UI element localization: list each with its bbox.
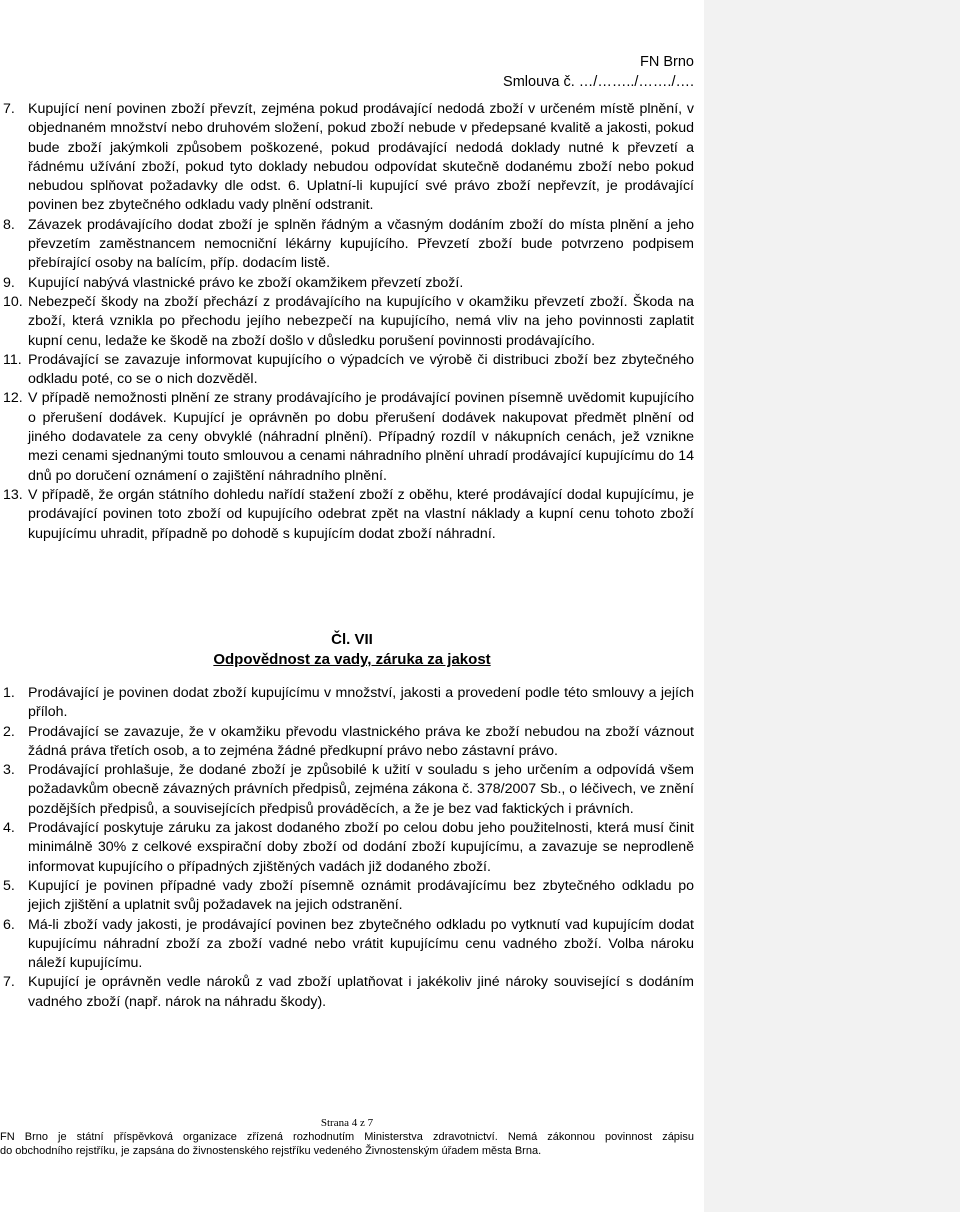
list-item [0, 973, 694, 1012]
list-item-number: 1. [3, 685, 15, 701]
comments-pane [704, 0, 960, 1212]
list-item-number: 6. [3, 916, 15, 933]
list-item-text: Prodávající se zavazuje informovat kupujícího o výpadcích ve výrobě či distribuci zboží bez zbytečného odkladu poté, co se o nich dozvěděl. [28, 351, 694, 388]
list-item-number: 10. [3, 293, 23, 310]
header-org: FN Brno [640, 54, 694, 70]
list-item-number: 12. [3, 390, 23, 407]
article-title: Odpovědnost za vady, záruka za jakost [213, 651, 491, 668]
list-item-text: Prodávající prohlašuje, že dodané zboží je způsobilé k užití v souladu s jeho určením a odpovídá všem požadavkům obecně závazných právních předpisů, zejména zákona č. 378/2007 Sb., o léčivech, ve znění pozdějších předpisů, a souvisejících předpisů prováděcích, a že je bez vad faktických i právních. [28, 762, 694, 817]
article-heading [0, 630, 704, 670]
list-item [0, 761, 694, 819]
list-item-number: 8. [3, 216, 15, 233]
list-item [0, 723, 694, 762]
list-item-number: 7. [3, 974, 15, 991]
list-item-number: 11. [3, 351, 22, 368]
list-item [0, 916, 694, 974]
page-footer [0, 1116, 694, 1158]
numbered-list-section-b [0, 684, 694, 1012]
list-item-number: 9. [3, 274, 15, 291]
list-item-text: Kupující nabývá vlastnické právo ke zboží okamžikem převzetí zboží. [28, 274, 464, 291]
list-item [0, 274, 694, 293]
footer-legal-line-1: FN Brno je státní příspěvková organizace zřízená rozhodnutím Ministerstva zdravotnictví. Nemá zákonnou povinnost zápisu [0, 1131, 694, 1143]
list-item-text: Nebezpečí škody na zboží přechází z prodávajícího na kupujícího v okamžiku převzetí zboží. Škoda na zboží, která vznikla po přechodu jejího nebezpečí na kupujícího, nemá vliv na jeho povinnosti zaplatit kupní cenu, ledaže ke škodě na zboží došlo v důsledku porušení povinnosti prodávajícího. [28, 293, 694, 349]
list-item [0, 293, 694, 351]
list-item-text: Prodávající je povinen dodat zboží kupujícímu v množství, jakosti a provedení podle této smlouvy a jejích příloh. [28, 685, 694, 721]
list-item-text: V případě nemožnosti plnění ze strany prodávajícího je prodávající povinen písemně uvědomit kupujícího o přerušení dodávek. Kupující je oprávněn po dobu přerušení dodávek nakupovat předmět plnění od jiného dodavatele za ceny obvyklé (náhradní plnění). Případný rozdíl v nákupních cenách, jež vznikne mezi cenami sjednanými touto smlouvou a cenami náhradního plnění uhradí prodávající kupujícímu do 14 dnů po doručení oznámení o zajištění náhradního plnění. [28, 390, 694, 484]
list-item [0, 100, 694, 216]
list-item [0, 684, 694, 723]
footer-legal-line-2: do obchodního rejstříku, je zapsána do živnostenského rejstříku vedeného Živnostenským úřadem města Brna. [0, 1145, 542, 1157]
list-item-text: Má-li zboží vady jakosti, je prodávající povinen bez zbytečného odkladu po vytknutí vad kupujícím dodat kupujícímu náhradní zboží za zboží vadné nebo vrátit kupujícímu cenu vadného zboží. Volba nároku náleží kupujícímu. [28, 916, 694, 972]
list-item-text: Kupující není povinen zboží převzít, zejména pokud prodávající nedodá zboží v určeném místě plnění, v objednaném množství nebo druhovém složení, pokud zboží nebude v předepsané kvalitě a jakosti, pokud bude zboží jakýmkoli způsobem poškozené, pokud prodávající nedodá doklady nutné k převzetí a řádnému užívání zboží, pokud tyto doklady nebudou odpovídat skutečně dodanému zboží nebo pokud nebudou splňovat požadavky dle odst. 6. Uplatní-li kupující své právo zboží nepřevzít, je prodávající povinen bez zbytečného odkladu vady plnění odstranit. [28, 101, 694, 214]
page-header [503, 52, 694, 92]
list-item-number: 5. [3, 877, 15, 894]
list-item-text: Prodávající se zavazuje, že v okamžiku převodu vlastnického práva ke zboží nebudou na zboží váznout žádná práva třetích osob, a to zejména žádné předkupní právo nebo zástavní právo. [28, 723, 694, 759]
list-item-number: 7. [3, 101, 15, 117]
page-number: Strana 4 z 7 [320, 1117, 374, 1129]
numbered-list-section-a [0, 100, 694, 544]
list-item [0, 351, 694, 390]
list-item-text: V případě, že orgán státního dohledu nařídí stažení zboží z oběhu, které prodávající dodal kupujícímu, je prodávající povinen toto zboží od kupujícího odebrat zpět na vlastní náklady a kupní cenu tohoto zboží kupujícímu uhradit, případně po dohodě s kupujícím dodat zboží náhradní. [28, 486, 694, 542]
list-item [0, 389, 694, 485]
list-item [0, 819, 694, 877]
list-item-number: 13. [3, 486, 23, 503]
list-item [0, 216, 694, 274]
list-item-number: 2. [3, 723, 15, 740]
list-item-text: Prodávající poskytuje záruku za jakost dodaného zboží po celou dobu jeho použitelnosti, která musí činit minimálně 30% z celkové exspirační doby zboží od dodání zboží kupujícímu, a zavazuje se neprodleně informovat kupujícího o případných zjištěných vadách již dodaného zboží. [28, 820, 694, 875]
article-number: Čl. VII [331, 631, 373, 648]
list-item [0, 877, 694, 916]
list-item-text: Kupující je oprávněn vedle nároků z vad zboží uplatňovat i jakékoliv jiné nároky související s dodáním vadného zboží (např. nárok na náhradu škody). [28, 974, 694, 1010]
list-item-number: 3. [3, 762, 15, 779]
list-item [0, 486, 694, 544]
list-item-text: Kupující je povinen případné vady zboží písemně oznámit prodávajícímu bez zbytečného odkladu po jejich zjištění a uplatnit svůj požadavek na jejich odstranění. [28, 877, 694, 914]
list-item-text: Závazek prodávajícího dodat zboží je splněn řádným a včasným dodáním zboží do místa plnění a jeho převzetím zaměstnancem nemocniční lékárny kupujícího. Převzetí zboží bude potvrzeno podpisem přebírající osoby na balícím, příp. dodacím listě. [28, 216, 694, 272]
list-item-number: 4. [3, 820, 15, 837]
header-contract-number: Smlouva č. …/……../……./…. [503, 74, 694, 90]
